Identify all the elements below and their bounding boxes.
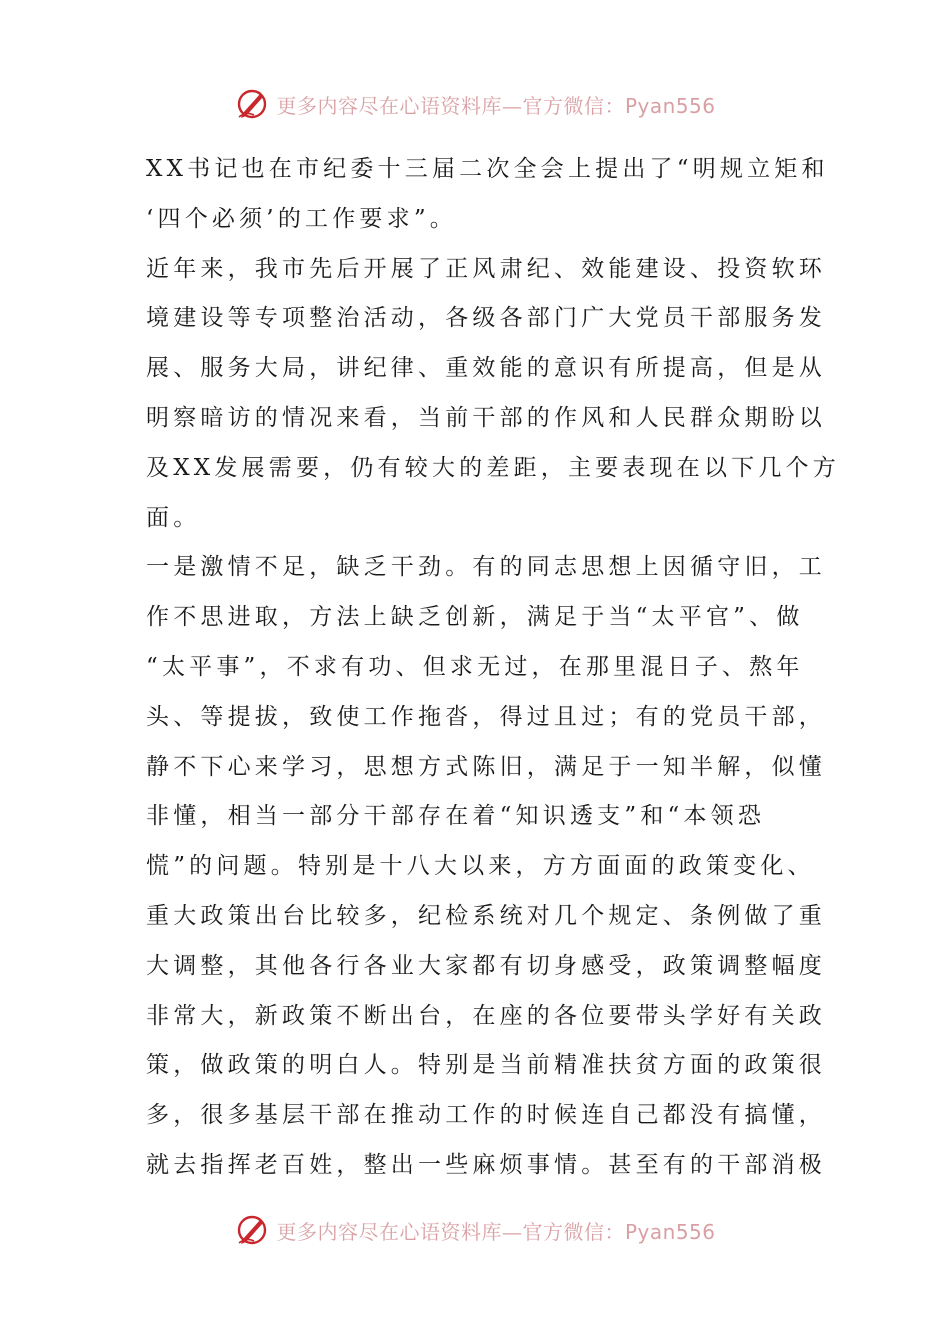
header-watermark-banner: [0, 84, 950, 124]
text-line-20: 多，很多基层干部在推动工作的时候连自己都没有搞懂，: [146, 1102, 826, 1129]
footer-watermark-banner: [0, 1210, 950, 1250]
footer-banner-label: 更多内容尽在心语资料库—官方微信：: [276, 1219, 625, 1244]
text-line-8: 面。: [146, 504, 201, 531]
text-line-9: 一是激情不足，缺乏干劲。有的同志思想上因循守旧，工: [146, 554, 826, 581]
text-line-19: 策，做政策的明白人。特别是当前精准扶贫方面的政策很: [146, 1052, 826, 1079]
text-line-14: 非懂，相当一部分干部存在着“知识透支”和“本领恐: [146, 803, 766, 830]
text-line-17: 大调整，其他各行各业大家都有切身感受，政策调整幅度: [146, 952, 826, 979]
text-line-16: 重大政策出台比较多，纪检系统对几个规定、条例做了重: [146, 902, 826, 929]
text-line-3: 近年来，我市先后开展了正风肃纪、效能建设、投资软环: [146, 255, 826, 282]
text-line-21: 就去指挥老百姓，整出一些麻烦事情。甚至有的干部消极: [146, 1151, 826, 1178]
document-body: [146, 145, 840, 1191]
text-line-12: 头、等提拔，致使工作拖沓，得过且过；有的党员干部，: [146, 703, 826, 730]
text-line-2: ‘四个必须’的工作要求”。: [146, 205, 457, 232]
pen-logo-icon: [234, 1212, 270, 1248]
header-banner-label: 更多内容尽在心语资料库—官方微信：: [276, 93, 625, 118]
footer-banner-text: [276, 1216, 715, 1245]
text-line-15: 慌”的问题。特别是十八大以来，方方面面的政策变化、: [146, 853, 815, 880]
text-line-7: 及XX发展需要，仍有较大的差距，主要表现在以下几个方: [146, 454, 840, 481]
footer-wechat-id: Pyan556: [624, 1219, 716, 1244]
text-line-13: 静不下心来学习，思想方式陈旧，满足于一知半解，似懂: [146, 753, 826, 780]
pen-logo-icon: [234, 86, 270, 122]
text-line-18: 非常大，新政策不断出台，在座的各位要带头学好有关政: [146, 1002, 826, 1029]
text-line-5: 展、服务大局，讲纪律、重效能的意识有所提高，但是从: [146, 355, 826, 382]
text-line-11: “太平事”，不求有功、但求无过，在那里混日子、熬年: [146, 653, 804, 680]
text-line-6: 明察暗访的情况来看，当前干部的作风和人民群众期盼以: [146, 404, 826, 431]
text-line-10: 作不思进取，方法上缺乏创新，满足于当“太平官”、做: [146, 604, 804, 631]
text-line-4: 境建设等专项整治活动，各级各部门广大党员干部服务发: [146, 305, 826, 332]
text-line-1: XX书记也在市纪委十三届二次全会上提出了“明规立矩和: [146, 156, 829, 182]
header-wechat-id: Pyan556: [624, 93, 716, 118]
header-banner-text: [276, 90, 715, 119]
